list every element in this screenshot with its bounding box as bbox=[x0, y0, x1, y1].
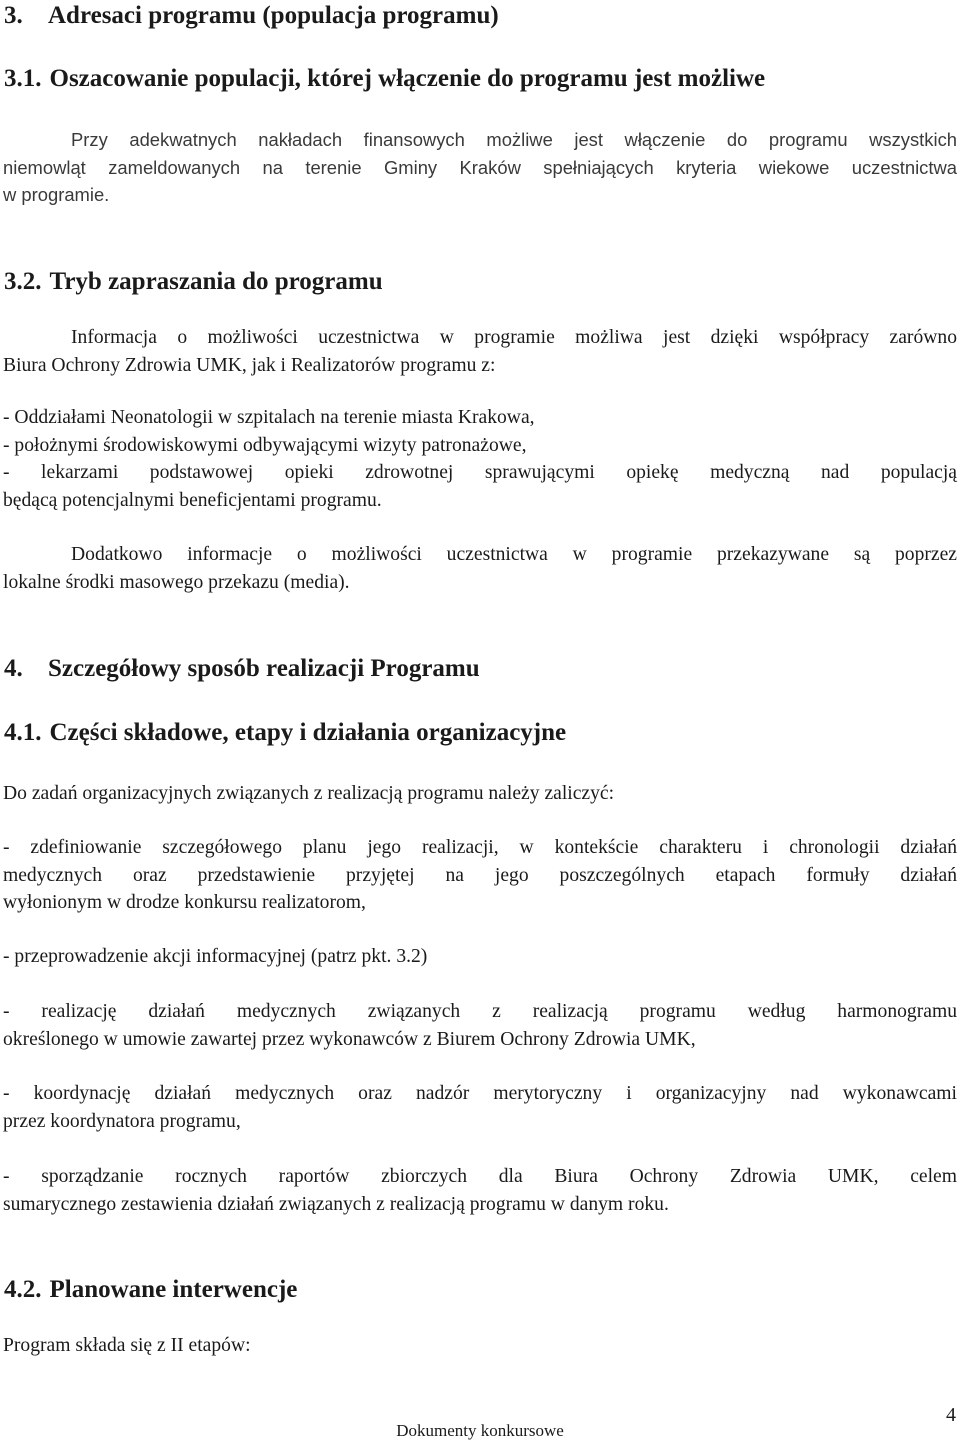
task-item-information bbox=[3, 943, 957, 971]
section-number: 4.2. bbox=[4, 1276, 42, 1303]
task-item-coordination bbox=[3, 1080, 957, 1135]
paragraph-line: lokalne środki masowego przekazu (media). bbox=[3, 571, 350, 593]
section-heading-4 bbox=[4, 652, 480, 686]
section-heading-3 bbox=[4, 0, 499, 33]
paragraph-line: niemowląt zameldowanych na terenie Gminy Kraków spełniających kryteria wiekowe uczestnictwa bbox=[3, 156, 957, 178]
task-line: - sporządzanie rocznych raportów zbiorczych dla Biura Ochrony Zdrowia UMK, celem bbox=[3, 1166, 957, 1187]
page-footer: Dokumenty konkursowe bbox=[396, 1421, 564, 1440]
paragraph-line: Program składa się z II etapów: bbox=[3, 1335, 251, 1356]
paragraph-line: Informacja o możliwości uczestnictwa w programie możliwa jest dzięki współpracy zarówno bbox=[71, 327, 957, 348]
list-item: - lekarzami podstawowej opieki zdrowotnej sprawującymi opiekę medyczną nad populacją bbox=[3, 462, 957, 483]
section-title: Planowane interwencje bbox=[49, 1276, 298, 1303]
section-title: Szczegółowy sposób realizacji Programu bbox=[48, 655, 480, 682]
list-item: - położnymi środowiskowymi odbywającymi wizyty patronażowe, bbox=[3, 434, 527, 456]
paragraph-population bbox=[3, 126, 957, 209]
section-title: Części składowe, etapy i działania organizacyjne bbox=[49, 719, 567, 746]
paragraph-stages bbox=[3, 1332, 957, 1360]
section-title: Adresaci programu (populacja programu) bbox=[48, 2, 499, 29]
section-heading-4-1 bbox=[4, 716, 566, 750]
page-number: 4 bbox=[946, 1404, 956, 1426]
paragraph-line: Przy adekwatnych nakładach finansowych możliwe jest włączenie do programu wszystkich bbox=[71, 129, 957, 150]
paragraph-line: w programie. bbox=[3, 184, 110, 205]
list-invitation-partners bbox=[3, 404, 957, 514]
task-line: określonego w umowie zawartej przez wykonawców z Biurem Ochrony Zdrowia UMK, bbox=[3, 1028, 696, 1050]
task-line: medycznych oraz przedstawienie przyjętej na jego poszczególnych etapach formuły działań bbox=[3, 864, 957, 886]
task-line: sumarycznego zestawienia działań związanych z realizacją programu w danym roku. bbox=[3, 1193, 669, 1215]
section-heading-3-2 bbox=[4, 265, 383, 299]
task-item-medical bbox=[3, 998, 957, 1053]
task-line: wyłonionym w drodze konkursu realizatorom, bbox=[3, 892, 366, 913]
paragraph-media bbox=[3, 541, 957, 596]
section-title: Tryb zapraszania do programu bbox=[49, 268, 383, 295]
section-heading-4-2 bbox=[4, 1273, 297, 1307]
task-line: przez koordynatora programu, bbox=[3, 1110, 241, 1132]
list-item-continuation: będącą potencjalnymi beneficjentami programu. bbox=[3, 489, 382, 511]
task-line: - koordynację działań medycznych oraz nadzór merytoryczny i organizacyjny nad wykonawcami bbox=[3, 1083, 957, 1104]
task-item-reports bbox=[3, 1163, 957, 1218]
section-number: 4. bbox=[4, 655, 23, 682]
task-line: - przeprowadzenie akcji informacyjnej (patrz pkt. 3.2) bbox=[3, 946, 428, 967]
paragraph-invitation-intro bbox=[3, 324, 957, 379]
list-item: - Oddziałami Neonatologii w szpitalach na terenie miasta Krakowa, bbox=[3, 407, 535, 428]
paragraph-line: Biura Ochrony Zdrowia UMK, jak i Realizatorów programu z: bbox=[3, 354, 496, 376]
section-number: 3.1. bbox=[4, 65, 42, 92]
task-item-plan bbox=[3, 834, 957, 917]
section-number: 3.2. bbox=[4, 268, 42, 295]
task-line: - realizację działań medycznych związanych z realizacją programu według harmonogramu bbox=[3, 1001, 957, 1022]
section-heading-3-1 bbox=[4, 62, 765, 96]
task-line: - zdefiniowanie szczegółowego planu jego realizacji, w kontekście charakteru i chronologii działań bbox=[3, 837, 957, 858]
paragraph-organizational-tasks bbox=[3, 780, 957, 808]
section-number: 3. bbox=[4, 2, 23, 29]
paragraph-line: Do zadań organizacyjnych związanych z realizacją programu należy zaliczyć: bbox=[3, 783, 615, 804]
section-number: 4.1. bbox=[4, 719, 42, 746]
section-title: Oszacowanie populacji, której włączenie do programu jest możliwe bbox=[49, 65, 766, 92]
paragraph-line: Dodatkowo informacje o możliwości uczestnictwa w programie przekazywane są poprzez bbox=[71, 544, 957, 565]
